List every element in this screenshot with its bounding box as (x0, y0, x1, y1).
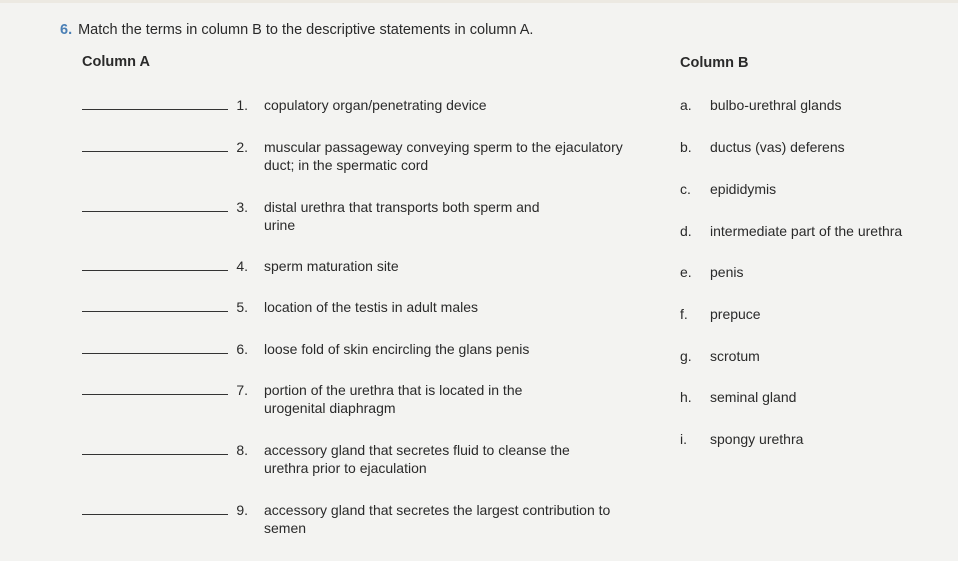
item-term: ductus (vas) deferens (710, 139, 845, 155)
item-term: penis (710, 264, 744, 280)
item-statement: accessory gland that secretes the largest contribution to semen (264, 502, 611, 536)
item-letter: h. (680, 389, 692, 405)
answer-blank[interactable] (82, 454, 228, 455)
item-term: scrotum (710, 348, 760, 364)
column-b-item (680, 430, 803, 448)
item-term: intermediate part of the urethra (710, 223, 903, 239)
answer-blank[interactable] (82, 211, 228, 212)
item-letter: b. (680, 139, 692, 155)
item-number: 3. (236, 199, 248, 215)
item-statement: portion of the urethra that is located in the urogenital diaphragm (264, 382, 523, 416)
item-letter: i. (680, 431, 687, 447)
item-term: spongy urethra (710, 431, 804, 447)
instruction-text: Match the terms in column B to the descriptive statements in column A. (78, 22, 534, 38)
answer-blank[interactable] (82, 394, 228, 395)
column-b-item (680, 388, 796, 406)
answer-blank[interactable] (82, 514, 228, 515)
answer-blank[interactable] (82, 311, 228, 312)
item-statement: location of the testis in adult males (264, 299, 479, 315)
item-statement: distal urethra that transports both sperm and urine (264, 199, 540, 233)
item-statement: muscular passageway conveying sperm to the ejaculatory duct; in the spermatic cord (264, 139, 623, 173)
item-term: bulbo-urethral glands (710, 97, 842, 113)
column-b-item (680, 180, 776, 198)
answer-blank[interactable] (82, 151, 228, 152)
item-letter: e. (680, 264, 692, 280)
column-b-item (680, 96, 842, 114)
item-number: 6. (236, 341, 248, 357)
item-term: seminal gland (710, 389, 797, 405)
item-statement: sperm maturation site (264, 258, 399, 274)
column-b-item (680, 138, 845, 156)
answer-blank[interactable] (82, 270, 228, 271)
column-b-heading: Column B (680, 55, 749, 71)
item-statement: loose fold of skin encircling the glans penis (264, 341, 530, 357)
item-number: 8. (236, 442, 248, 458)
item-term: prepuce (710, 306, 761, 322)
answer-blank[interactable] (82, 109, 228, 110)
item-letter: g. (680, 348, 692, 364)
item-statement: copulatory organ/penetrating device (264, 97, 487, 113)
item-number: 1. (236, 97, 248, 113)
column-b-item (680, 305, 761, 323)
answer-blank[interactable] (82, 353, 228, 354)
item-number: 5. (236, 299, 248, 315)
question-number: 6. (60, 22, 73, 38)
column-b-item (680, 263, 743, 281)
column-a-heading: Column A (82, 54, 150, 70)
item-number: 2. (236, 139, 248, 155)
item-letter: c. (680, 181, 691, 197)
page-top-edge (0, 0, 958, 3)
item-term: epididymis (710, 181, 777, 197)
item-statement: accessory gland that secretes fluid to cleanse the urethra prior to ejaculation (264, 442, 570, 476)
item-letter: f. (680, 306, 688, 322)
item-number: 4. (236, 258, 248, 274)
item-letter: a. (680, 97, 692, 113)
item-number: 7. (236, 382, 248, 398)
column-b-item (680, 222, 902, 240)
column-b-item (680, 347, 760, 365)
item-letter: d. (680, 223, 692, 239)
question-instruction (60, 22, 533, 38)
item-number: 9. (236, 502, 248, 518)
